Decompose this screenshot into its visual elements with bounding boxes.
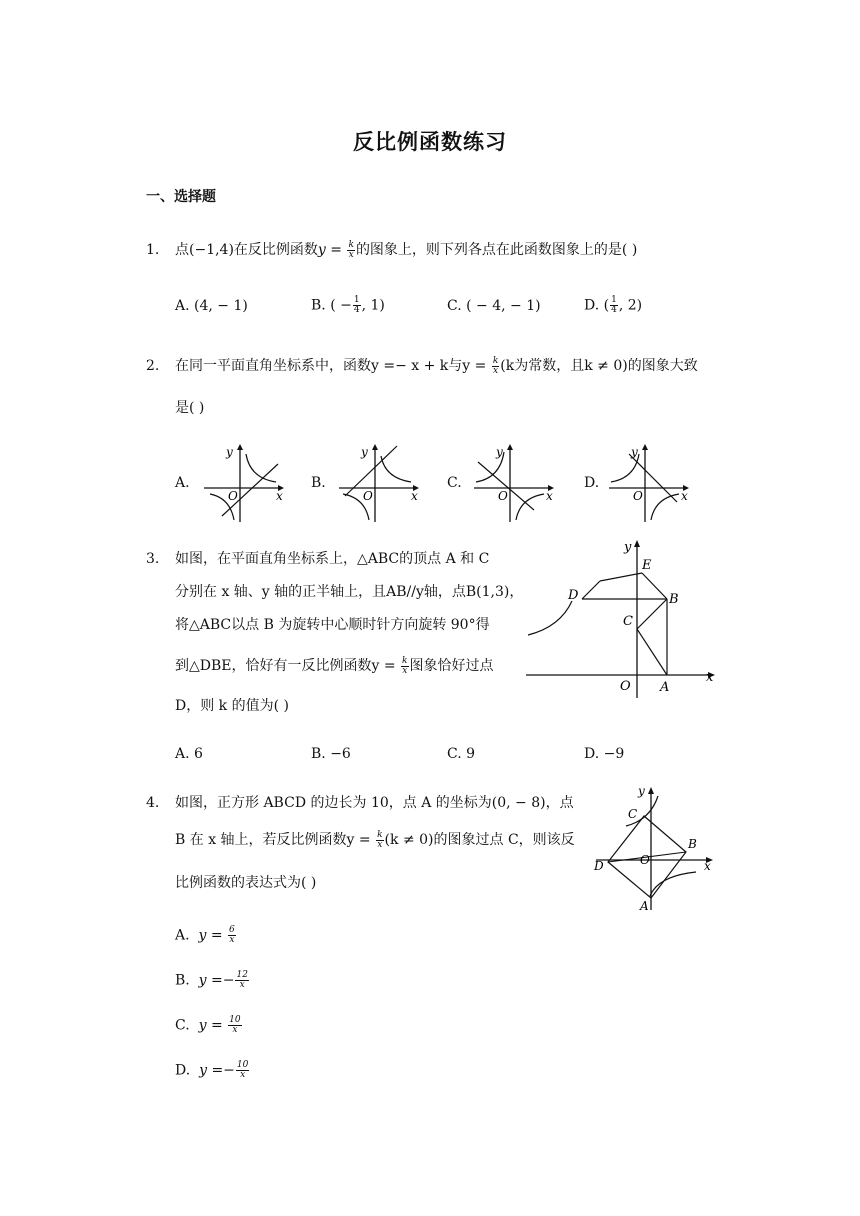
q3-figure [520,535,720,700]
q4-option-b[interactable]: B. y =− $\frac{12}{x}$ [175,970,248,990]
q3-option-b[interactable]: B. −6 [311,746,351,762]
q2-option-a-label[interactable]: A. [175,475,190,491]
q2-option-b-label[interactable]: B. [311,475,326,491]
q3-line1: 如图，在平面直角坐标系上，△ABC的顶点 A 和 C [175,551,490,567]
q2c-x-label: x [546,489,553,503]
page-title: 反比例函数练习 [353,129,507,154]
q1-option-a[interactable]: A. (4, − 1) [175,298,248,314]
q1-option-d[interactable]: D. ( $\frac{1}{4}$ , 2) [584,295,643,315]
q2c-y-label: y [496,445,503,459]
q2c-origin-label: O [498,489,508,503]
q1-number: 1. [146,242,160,258]
q4-label-o: O [640,853,650,867]
q1-text [175,240,637,260]
q2a-origin-label: O [228,489,238,503]
q2-text-line2: 是( ) [175,400,205,416]
q2-text: 在同一平面直角坐标系中，函数y =− x + k与y = $\frac{k}{x}$ (k为常数，且k ≠ 0)的图象大致 [175,355,698,376]
q4-line3: 比例函数的表达式为( ) [175,875,317,891]
q2-option-c-label[interactable]: C. [447,475,462,491]
q2d-x-label: x [681,489,688,503]
q2-graph-d[interactable] [605,438,697,528]
q4-option-a[interactable]: A. y = $\frac{6}{x}$ [175,925,235,945]
q3-label-o: O [620,679,631,694]
q4-y-label: y [638,784,645,798]
q1-text-b: 的图象上，则下列各点在此函数图象上的是( ) [355,242,638,258]
q3-label-a: A [660,680,670,695]
q1-option-b[interactable]: B. ( − $\frac{1}{4}$ , 1) [311,295,385,315]
q4-option-d[interactable]: D. y =− $\frac{10}{x}$ [175,1060,249,1080]
q3-label-e: E [642,558,652,573]
q2b-x-label: x [411,489,418,503]
q4-option-c[interactable]: C. y = $\frac{10}{x}$ [175,1015,241,1035]
q2d-origin-label: O [633,489,643,503]
q4-figure [588,780,718,916]
q2a-x-label: x [276,489,283,503]
q4-label-d: D [594,859,604,873]
q2-graph-b[interactable] [335,438,427,528]
q1-fraction: $\frac{k}{x}$ [348,239,354,260]
q4-x-label: x [704,859,711,873]
q2-number: 2. [146,358,160,374]
q3-label-b: B [669,592,679,607]
q3-x-label: x [706,670,714,685]
q4-label-a: A [640,899,649,913]
q3-line4: 到△DBE，恰好有一反比例函数y = $\frac{k}{x}$ 图象恰好过点 [175,655,494,676]
q3-line5: D，则 k 的值为( ) [175,698,289,714]
q4-label-c: C [628,807,638,821]
q2-option-d-label[interactable]: D. [584,475,600,491]
q3-option-a[interactable]: A. 6 [175,746,203,762]
q4-label-b: B [688,837,697,851]
q2b-y-label: y [361,445,368,459]
q4-line1: 如图，正方形 ABCD 的边长为 10，点 A 的坐标为(0, − 8)，点 [175,795,574,811]
q3-option-c[interactable]: C. 9 [447,746,476,762]
q3-label-d: D [568,588,579,603]
q1-option-c[interactable]: C. ( − 4, − 1) [447,298,541,314]
q2-graph-a[interactable] [198,438,290,528]
section-heading: 一、选择题 [146,189,216,205]
q2b-origin-label: O [363,489,373,503]
q3-line3: 将△ABC以点 B 为旋转中心顺时针方向旋转 90°得 [175,617,490,633]
q2-graph-c[interactable] [470,438,562,528]
q1-func-y: y = [317,242,347,258]
q3-line2: 分别在 x 轴、y 轴的正半轴上，且AB//y轴，点B(1,3)， [175,584,524,600]
q3-number: 3. [146,551,160,567]
q4-line2: B 在 x 轴上，若反比例函数y = $\frac{k}{x}$ (k ≠ 0)的图象过点 C，则该反 [175,829,575,850]
q4-number: 4. [146,795,160,811]
q3-option-d[interactable]: D. −9 [584,746,625,762]
q3-label-c: C [623,614,633,629]
q3-y-label: y [624,540,632,555]
q2a-y-label: y [226,445,233,459]
q1-text-a: 点(−1,4)在反比例函数 [175,242,318,258]
q2d-y-label: y [631,445,638,459]
